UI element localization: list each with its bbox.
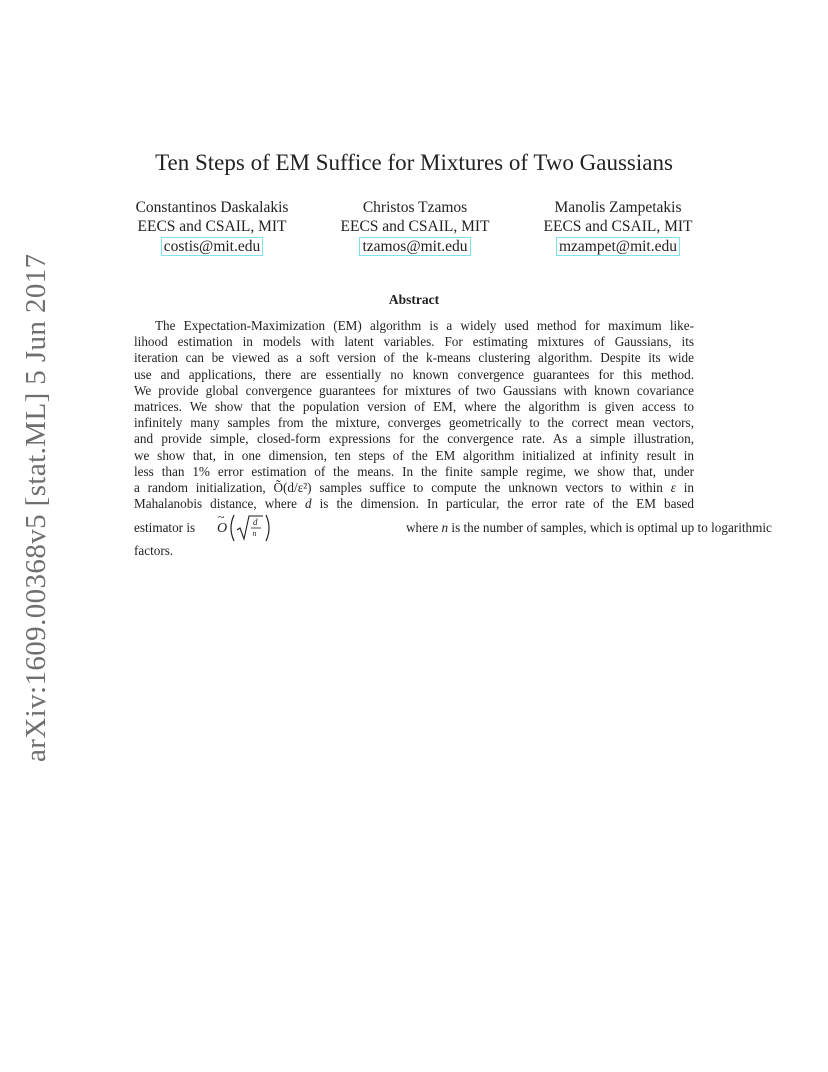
author-email-link[interactable]: mzampet@mit.edu — [556, 237, 680, 256]
paper-title: Ten Steps of EM Suffice for Mixtures of Two Gaussians — [155, 150, 673, 175]
abstract-line-with-formula — [134, 512, 772, 544]
author-affiliation: EECS and CSAIL, MIT — [340, 218, 490, 235]
abstract-line: iteration can be viewed as a soft version of the k-means clustering algorithm. Despite its wide — [134, 350, 694, 366]
abstract-line: less than 1% error estimation of the means. In the finite sample regime, we show that, under — [134, 463, 694, 479]
text-fragment: is the dimension. In particular, the error rate of the EM based — [311, 496, 695, 512]
text-fragment: a random initialization, — [134, 480, 274, 496]
text-fragment: in — [675, 480, 694, 496]
svg-text:~: ~ — [218, 512, 225, 524]
text-fragment: Mahalanobis distance, where — [134, 496, 305, 512]
author-name: Manolis Zampetakis — [554, 199, 682, 216]
author-email-link[interactable]: tzamos@mit.edu — [359, 237, 470, 256]
abstract-line: and provide simple, closed-form expressions for the convergence rate. As a simple illustration, — [134, 431, 694, 447]
abstract-line-tail — [406, 520, 772, 536]
text-fragment: is the number of samples, which is optimal up to logarithmic — [448, 520, 772, 535]
author-affiliation: EECS and CSAIL, MIT — [137, 218, 287, 235]
sample-complexity-formula: Õ(d/ε²) — [273, 480, 312, 496]
svg-text:n: n — [252, 529, 257, 538]
abstract-line: lihood estimation in models with latent variables. For estimating mixtures of Gaussians, its — [134, 334, 694, 350]
author-name: Constantinos Daskalakis — [135, 199, 289, 216]
svg-text:O: O — [217, 521, 228, 536]
abstract-line: we show that, in one dimension, ten steps of the EM algorithm initialized at infinity result in — [134, 447, 694, 463]
text-fragment: estimator is — [134, 520, 196, 535]
abstract-line: infinitely many samples from the mixture, converges geometrically to the correct mean vectors, — [134, 415, 694, 431]
author-2 — [310, 198, 520, 256]
abstract-heading: Abstract — [388, 292, 440, 307]
author-email-link[interactable]: costis@mit.edu — [161, 237, 264, 256]
epsilon-symbol: ε — [670, 480, 676, 496]
abstract-line — [134, 496, 694, 512]
author-3 — [513, 198, 723, 256]
abstract-line: use and applications, there are essentially no known convergence guarantees for this method. — [134, 366, 694, 382]
abstract-line — [134, 480, 694, 496]
svg-text:d: d — [253, 517, 258, 527]
abstract-body — [134, 318, 694, 512]
abstract-line: matrices. We show that the population version of EM, where the algorithm is given access to — [134, 399, 694, 415]
error-rate-formula — [217, 512, 403, 544]
abstract-line: The Expectation-Maximization (EM) algorithm is a widely used method for maximum like- — [155, 318, 694, 333]
dimension-symbol: d — [305, 496, 312, 512]
abstract-line: We provide global convergence guarantees for mixtures of two Gaussians with known covariance — [134, 382, 694, 398]
abstract-last-line: factors. — [134, 543, 174, 558]
sample-count-symbol: n — [441, 520, 449, 535]
text-fragment: where — [406, 520, 442, 535]
arxiv-identifier: arXiv:1609.00368v5 [stat.ML] 5 Jun 2017 — [20, 253, 52, 762]
text-fragment: samples suffice to compute the unknown vectors to within — [311, 480, 671, 496]
author-1 — [107, 198, 317, 256]
author-name: Christos Tzamos — [362, 199, 468, 216]
author-affiliation: EECS and CSAIL, MIT — [543, 218, 693, 235]
